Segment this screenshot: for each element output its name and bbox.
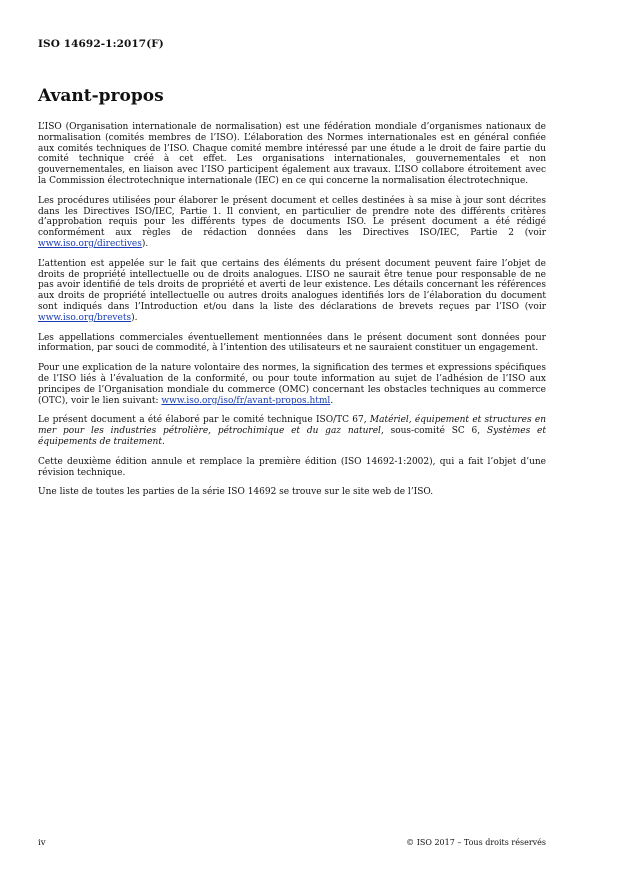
paragraph-patents-end: ). <box>131 312 138 323</box>
copyright-notice: © ISO 2017 – Tous droits réservés <box>406 838 546 847</box>
page-title: Avant-propos <box>38 86 164 106</box>
paragraph-committee <box>38 415 546 447</box>
paragraph-committee-end: . <box>161 436 165 447</box>
paragraph-voluntary-end: . <box>330 395 334 406</box>
page-number: iv <box>38 838 46 848</box>
paragraph-voluntary-nature <box>38 363 546 406</box>
directives-link[interactable]: www.iso.org/directives <box>38 238 142 249</box>
paragraph-committee-text: Le présent document a été élaboré par le comité technique ISO/TC 67, <box>38 415 370 426</box>
paragraph-trade-names: Les appellations commerciales éventuellement mentionnées dans le présent document sont données pour information, par souci de commodité, à l’intention des utilisateurs et ne sauraient constituer un engagement. <box>38 332 546 354</box>
foreword-body <box>38 122 546 507</box>
document-header-id: ISO 14692-1:2017(F) <box>38 38 164 50</box>
subcommittee-title: Systèmes et équipements de traitement <box>38 426 546 447</box>
paragraph-patents-text: L’attention est appelée sur le fait que certains des éléments du présent document peuvent faire l’objet de droits de propriété intellectuelle ou de droits analogues. L’ISO ne saurait être tenue pour responsable de ne pas avoir identifié de tels droits de propriété et averti de leur existence. Les détails concernant les références aux droits de propriété intellectuelle ou autres droits analogues identifiés lors de l’élaboration du document sont indiqués dans l’Introduction et/ou dans la liste des déclarations de brevets reçues par l’ISO (voir <box>38 258 546 312</box>
paragraph-procedures-text: Les procédures utilisées pour élaborer le présent document et celles destinées à sa mise à jour sont décrites dans les Directives ISO/IEC, Partie 1. Il convient, en particulier de prendre note des différents critères d’approbation requis pour les différents types de documents ISO. Le présent document a été rédigé conformément aux règles de rédaction données dans les Directives ISO/IEC, Partie 2 (voir <box>38 195 546 239</box>
paragraph-edition: Cette deuxième édition annule et remplace la première édition (ISO 14692-1:2002), qui a fait l’objet d’une révision technique. <box>38 456 546 478</box>
paragraph-procedures-end: ). <box>141 238 149 249</box>
committee-title: Matériel, équipement et structures en mer pour les industries pétrolière, pétrochimique et du gaz naturel <box>38 415 546 437</box>
patents-link[interactable]: www.iso.org/brevets <box>38 312 132 323</box>
paragraph-series-list: Une liste de toutes les parties de la série ISO 14692 se trouve sur le site web de l’ISO. <box>38 487 434 498</box>
paragraph-patents <box>38 259 546 324</box>
paragraph-voluntary-text: Pour une explication de la nature volontaire des normes, la signification des termes et expressions spécifiques de l’ISO liés à l’évaluation de la conformité, ou pour toute information au sujet de l’adhésion de l’ISO aux principes de l’Organisation mondiale du commerce (OMC) concernant les obstacles techniques au commerce (OTC), voir le lien suivant: <box>38 363 546 406</box>
paragraph-iso-description: L’ISO (Organisation internationale de normalisation) est une fédération mondiale d’organismes nationaux de normalisation (comités membres de l’ISO). L’élaboration des Normes internationales est en général confiée aux comités techniques de l’ISO. Chaque comité membre intéressé par une étude a le droit de faire partie du comité technique créé à cet effet. Les organisations internationales, gouvernementales et non gouvernementales, en liaison avec l’ISO participent également aux travaux. L’ISO collabore étroitement avec la Commission électrotechnique internationale (IEC) en ce qui concerne la normalisation électrotechnique. <box>38 122 546 186</box>
foreword-info-link[interactable]: www.iso.org/iso/fr/avant-propos.html <box>161 395 331 406</box>
paragraph-procedures <box>38 196 546 250</box>
paragraph-committee-mid: , sous-comité SC 6, <box>380 426 487 437</box>
